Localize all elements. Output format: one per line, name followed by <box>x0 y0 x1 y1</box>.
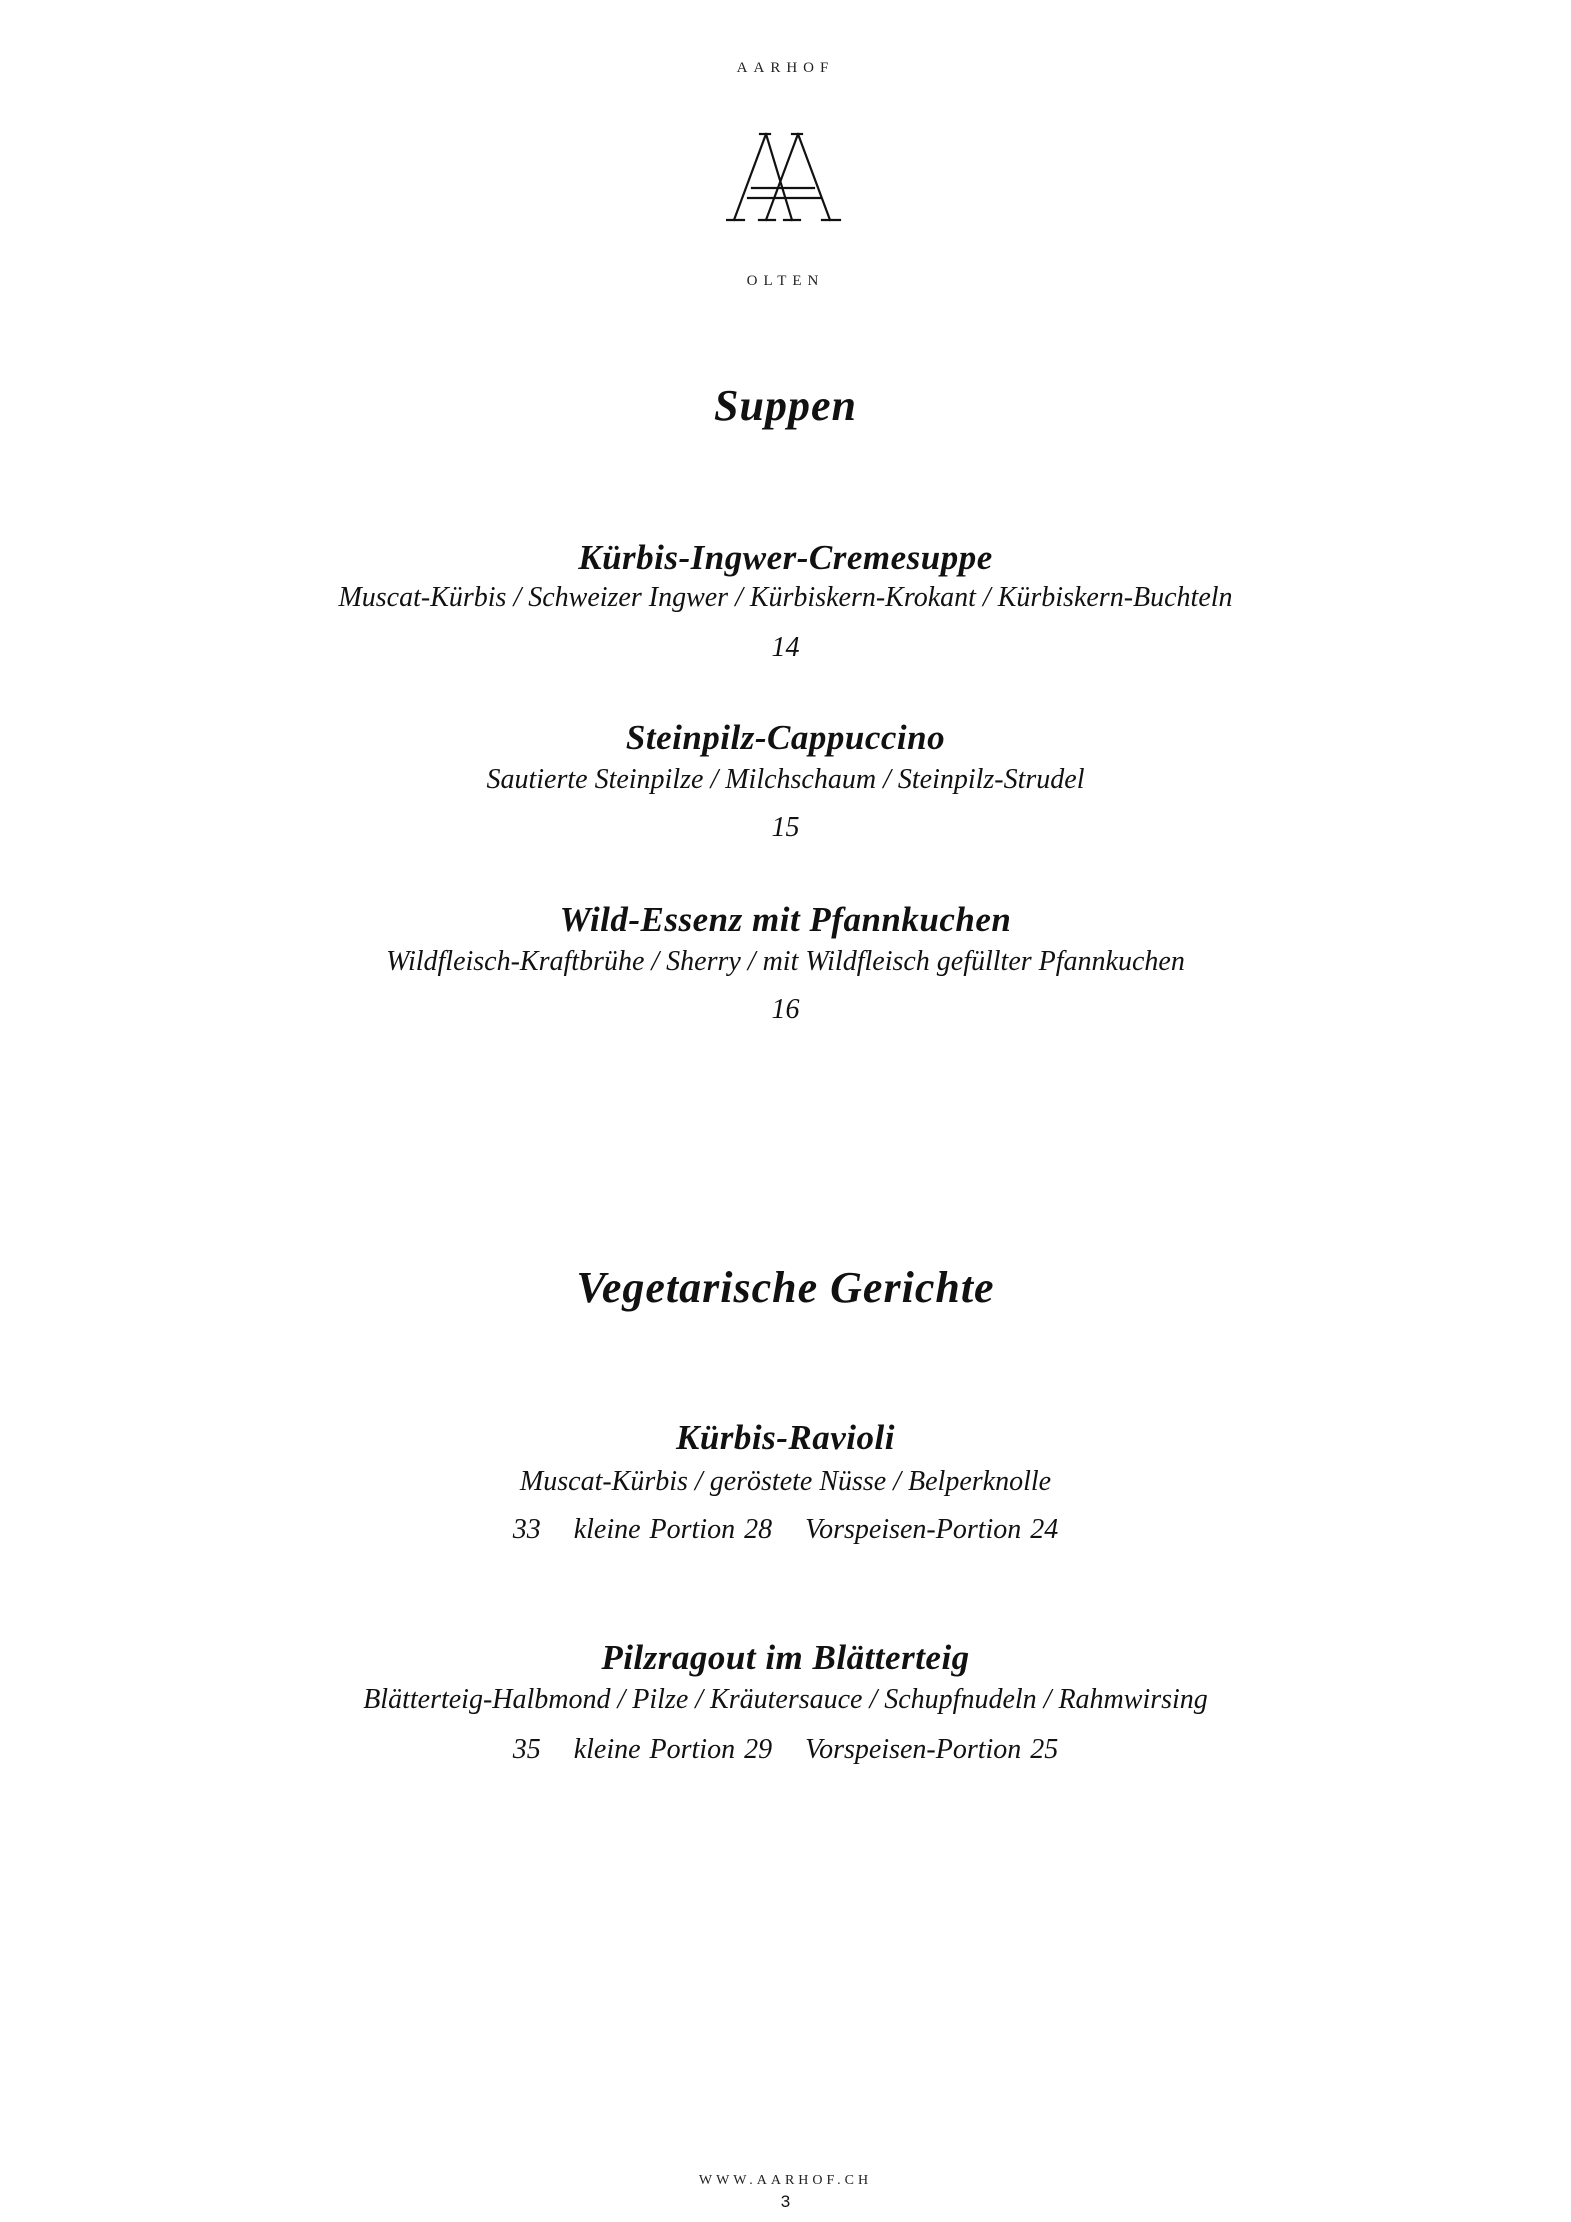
website-link: WWW.AARHOF.CH <box>698 2173 873 2188</box>
page-number: 3 <box>780 2192 791 2211</box>
brand-name-top: AARHOF <box>736 60 835 76</box>
starter-portion-price: Vorspeisen-Portion 25 <box>805 1734 1059 1765</box>
dish-name: Steinpilz-Cappuccino <box>625 718 946 757</box>
small-portion-price: kleine Portion 28 <box>573 1514 773 1545</box>
dish-name: Kürbis-Ingwer-Cremesuppe <box>578 538 993 577</box>
dish-name: Kürbis-Ravioli <box>676 1418 895 1457</box>
dish-description: Blätterteig-Halbmond / Pilze / Kräutersauce / Schupfnudeln / Rahmwirsing <box>363 1684 1208 1715</box>
dish-price: 15 <box>771 812 800 843</box>
aa-monogram-icon <box>0 128 1571 224</box>
brand-location: OLTEN <box>746 273 825 289</box>
section-title-soups: Suppen <box>714 381 857 430</box>
section-title-vegetarian: Vegetarische Gerichte <box>576 1263 995 1312</box>
dish-price: 16 <box>771 994 800 1025</box>
small-portion-price: kleine Portion 29 <box>573 1734 773 1765</box>
dish-price-line <box>0 1514 1571 1546</box>
dish-name: Pilzragout im Blätterteig <box>601 1638 970 1677</box>
dish-price-line <box>0 1734 1571 1766</box>
starter-portion-price: Vorspeisen-Portion 24 <box>805 1514 1059 1545</box>
dish-price: 14 <box>771 632 800 663</box>
dish-name: Wild-Essenz mit Pfannkuchen <box>559 900 1012 939</box>
dish-price: 33 <box>512 1514 541 1545</box>
dish-description: Muscat-Kürbis / geröstete Nüsse / Belperknolle <box>519 1466 1052 1497</box>
dish-description: Muscat-Kürbis / Schweizer Ingwer / Kürbiskern-Krokant / Kürbiskern-Buchteln <box>338 582 1233 613</box>
dish-description: Sautierte Steinpilze / Milchschaum / Steinpilz-Strudel <box>486 764 1085 795</box>
dish-price: 35 <box>512 1734 541 1765</box>
dish-description: Wildfleisch-Kraftbrühe / Sherry / mit Wildfleisch gefüllter Pfannkuchen <box>386 946 1185 977</box>
